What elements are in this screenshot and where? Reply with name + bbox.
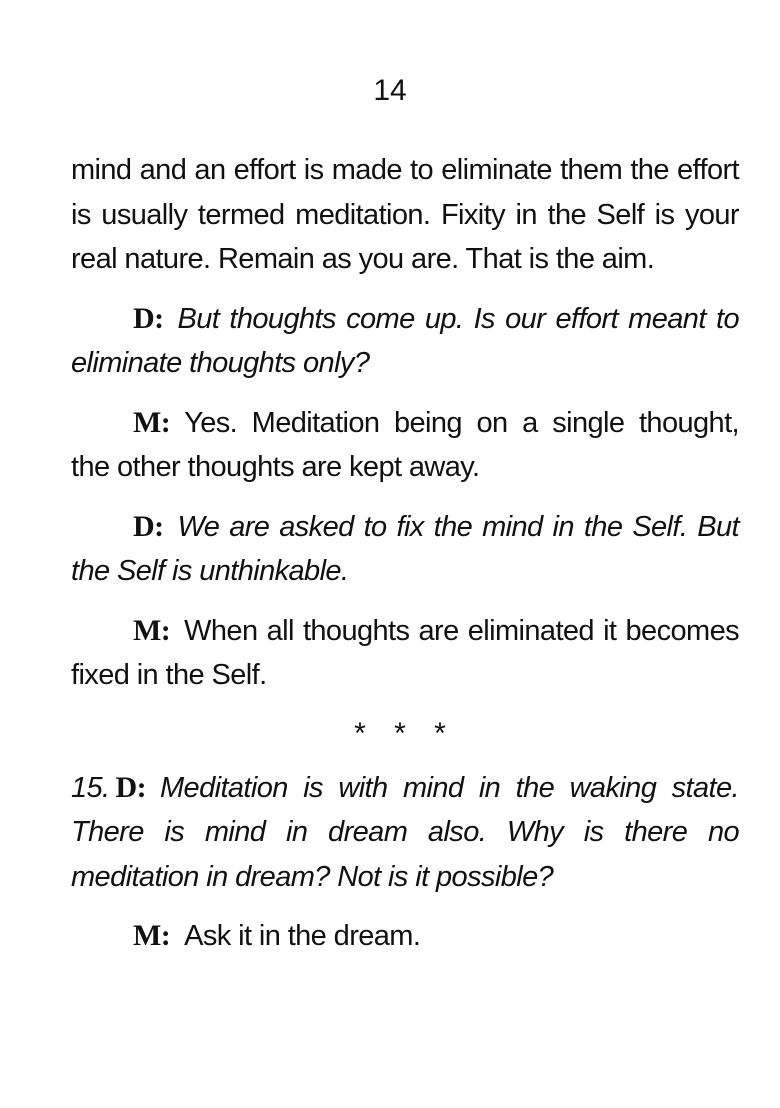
dialogue-question — [71, 297, 739, 386]
question-text: But thoughts come up. Is our effort meant to eliminate thoughts only? — [71, 302, 739, 379]
speaker-label: M: — [133, 613, 171, 647]
dialogue-question-15 — [71, 766, 739, 900]
question-text: Meditation is with mind in the waking state. There is mind in dream also. Why is there no meditation in dream? Not is it possible? — [71, 771, 739, 893]
page-number: 14 — [373, 74, 407, 107]
question-number: 15. — [71, 771, 110, 804]
question-text: We are asked to fix the mind in the Self. But the Self is unthinkable. — [71, 510, 739, 587]
section-separator: * * * — [354, 716, 456, 750]
page-body — [71, 148, 739, 959]
dialogue-question — [71, 505, 739, 594]
speaker-label: D: — [133, 301, 164, 335]
speaker-label: D: — [133, 509, 164, 543]
narrative-paragraph: mind and an effort is made to eliminate them the effort is usually termed meditation. Fixity in the Self is your real nature. Remain as you are. That is the aim. — [71, 154, 739, 275]
answer-text: When all thoughts are eliminated it becomes fixed in the Self. — [71, 614, 739, 691]
speaker-label: D: — [115, 770, 146, 804]
answer-text: Yes. Meditation being on a single thought, the other thoughts are kept away. — [71, 406, 739, 483]
dialogue-answer — [71, 609, 739, 698]
dialogue-answer-15 — [71, 914, 739, 959]
answer-text: Ask it in the dream. — [184, 920, 421, 952]
dialogue-answer — [71, 401, 739, 490]
speaker-label: M: — [133, 405, 171, 439]
speaker-label: M: — [133, 919, 171, 952]
